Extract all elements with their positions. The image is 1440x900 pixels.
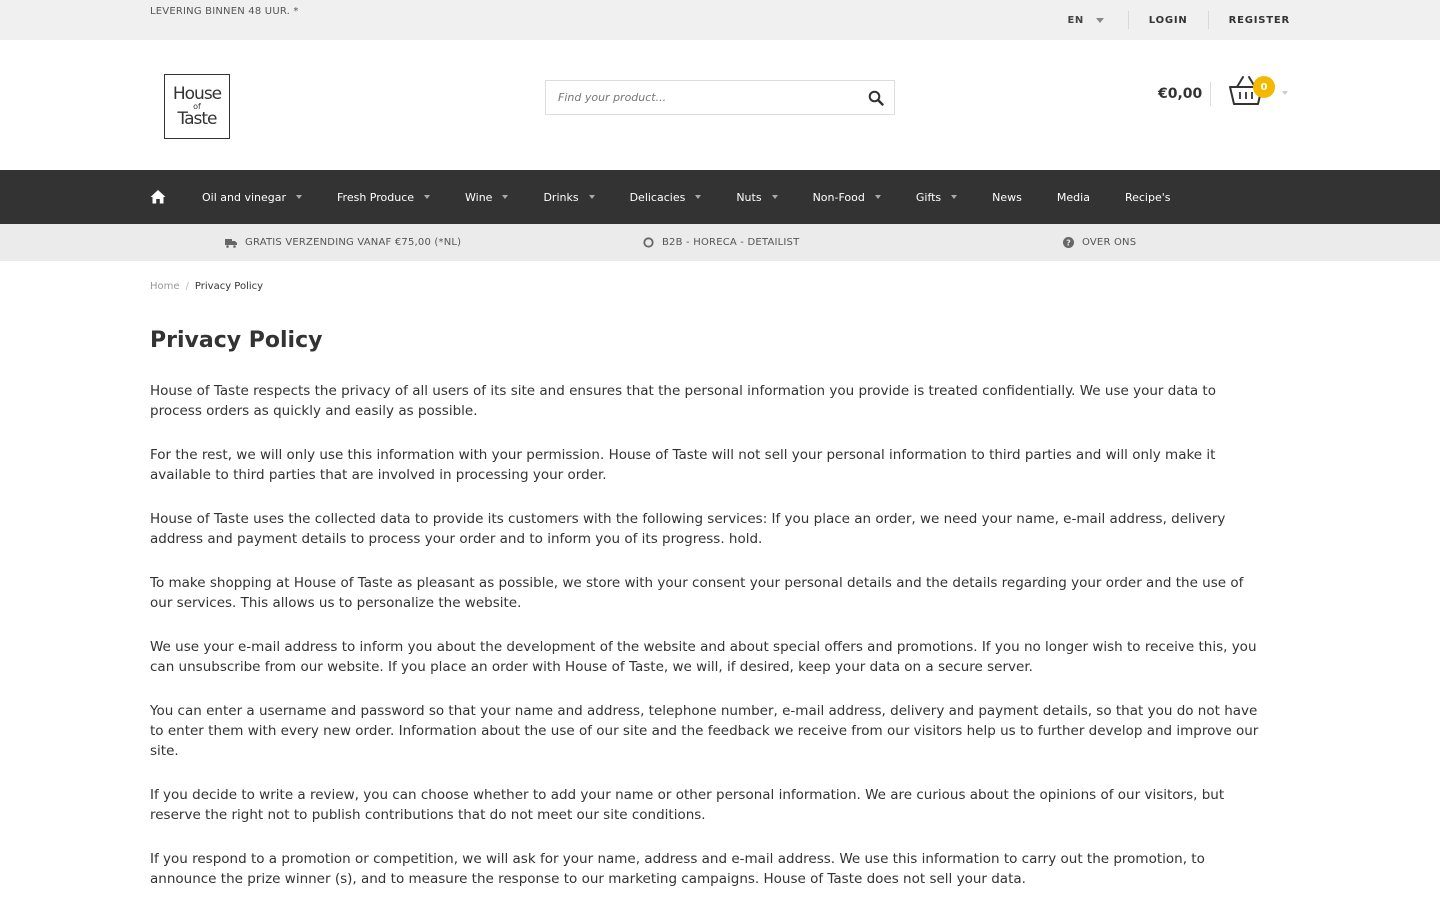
content-paragraph: You can enter a username and password so that your name and address, telephone number, e-mail address, delivery and payment details, so that you do not have to enter them with every new order. Information about the use of our site and the feedback we receive from our visitors help us to further develop and improve our site. xyxy=(150,703,1259,759)
cart-total[interactable]: €0,00 xyxy=(1158,86,1203,102)
usp-b2b-label: B2B - HORECA - DETAILIST xyxy=(662,237,800,248)
content-paragraph: House of Taste uses the collected data to provide its customers with the following services: If you place an order, we need your name, e-mail address, delivery address and payment details to process your order and to inform you of its progress. hold. xyxy=(150,511,1226,547)
question-circle-icon xyxy=(1063,237,1074,248)
usp-bar xyxy=(0,224,1440,261)
nav-item-nuts[interactable]: Nuts xyxy=(736,191,777,204)
logo-line-1: House xyxy=(172,83,222,104)
breadcrumb-separator: / xyxy=(185,281,189,292)
logo-line-2: of xyxy=(193,101,201,111)
page-content xyxy=(150,381,1265,900)
top-bar-links xyxy=(1068,0,1290,40)
register-link[interactable]: REGISTER xyxy=(1228,14,1290,26)
nav-item-news[interactable]: News xyxy=(992,190,1022,204)
usp-shipping[interactable] xyxy=(225,224,461,261)
content-paragraph: For the rest, we will only use this information with your permission. House of Taste will not sell your personal information to third parties and will only make it available to third parties that are involved in processing your order. xyxy=(150,447,1216,483)
content-paragraph: If you decide to write a review, you can choose whether to add your name or other personal information. We are curious about the opinions of our visitors, but reserve the right not to publish contributions that do not meet our site conditions. xyxy=(150,787,1225,823)
site-logo[interactable] xyxy=(164,74,230,139)
home-icon[interactable] xyxy=(150,189,166,204)
site-header xyxy=(0,40,1440,170)
nav-item-non-food[interactable]: Non-Food xyxy=(813,191,881,204)
svg-text:?: ? xyxy=(1066,238,1071,248)
chevron-down-icon xyxy=(875,195,881,199)
chevron-down-icon xyxy=(951,195,957,199)
chevron-down-icon xyxy=(772,195,778,199)
nav-item-drinks[interactable]: Drinks xyxy=(543,191,594,204)
main-navigation xyxy=(0,170,1440,224)
nav-item-recipes[interactable]: Recipe's xyxy=(1124,190,1171,204)
logo-line-3: Taste xyxy=(177,108,217,129)
nav-item-wine[interactable]: Wine xyxy=(465,191,508,204)
content-paragraph: To make shopping at House of Taste as pleasant as possible, we store with your consent your personal details and the details regarding your order and the use of our services. This allows us to personalize the website. xyxy=(150,575,1244,611)
content-paragraph: House of Taste respects the privacy of all users of its site and ensures that the personal information you provide is treated confidentially. We use your data to process orders as quickly and easily as possible. xyxy=(150,383,1216,419)
top-bar xyxy=(0,0,1440,40)
usp-about-label: OVER ONS xyxy=(1082,237,1137,248)
search-input[interactable] xyxy=(546,81,856,114)
nav-item-oil-and-vinegar[interactable]: Oil and vinegar xyxy=(202,191,302,204)
language-selector[interactable] xyxy=(1068,15,1128,26)
content-paragraph: If you respond to a promotion or competition, we will ask for your name, address and e-mail address. We use this information to carry out the promotion, to announce the prize winner (s), and to measure the response to our marketing campaigns. House of Taste does not sell your data. xyxy=(150,851,1205,887)
page-title: Privacy Policy xyxy=(150,328,323,353)
nav-menu xyxy=(202,170,1205,224)
search-box xyxy=(545,80,895,115)
cart-count-badge: 0 xyxy=(1253,76,1275,98)
truck-icon xyxy=(225,238,237,248)
breadcrumb-current: Privacy Policy xyxy=(194,281,264,292)
chevron-down-icon xyxy=(589,195,595,199)
chevron-down-icon xyxy=(1096,18,1104,23)
circle-icon xyxy=(643,237,654,248)
content-paragraph: We use your e-mail address to inform you about the development of the website and about special offers and promotions. If you no longer wish to receive this, you can unsubscribe from our website. If you place an order with House of Taste, we will, if desired, keep your data on a secure server. xyxy=(150,639,1257,675)
divider xyxy=(1210,82,1211,106)
chevron-down-icon[interactable] xyxy=(1282,91,1288,95)
login-link[interactable]: LOGIN xyxy=(1148,14,1188,26)
usp-shipping-label: GRATIS VERZENDING VANAF €75,00 (*NL) xyxy=(245,237,462,248)
breadcrumb xyxy=(150,281,263,292)
usp-b2b[interactable] xyxy=(643,224,799,261)
nav-item-delicacies[interactable]: Delicacies xyxy=(630,191,702,204)
usp-about[interactable] xyxy=(1063,224,1136,261)
chevron-down-icon xyxy=(424,195,430,199)
breadcrumb-home-link[interactable]: Home xyxy=(150,281,180,292)
search-icon[interactable] xyxy=(868,90,884,106)
nav-item-media[interactable]: Media xyxy=(1056,190,1090,204)
chevron-down-icon xyxy=(695,195,701,199)
delivery-notice: LEVERING BINNEN 48 UUR. * xyxy=(150,6,299,17)
language-label: EN xyxy=(1067,14,1084,26)
nav-item-fresh-produce[interactable]: Fresh Produce xyxy=(337,191,430,204)
chevron-down-icon xyxy=(502,195,508,199)
nav-item-gifts[interactable]: Gifts xyxy=(916,191,957,204)
chevron-down-icon xyxy=(296,195,302,199)
